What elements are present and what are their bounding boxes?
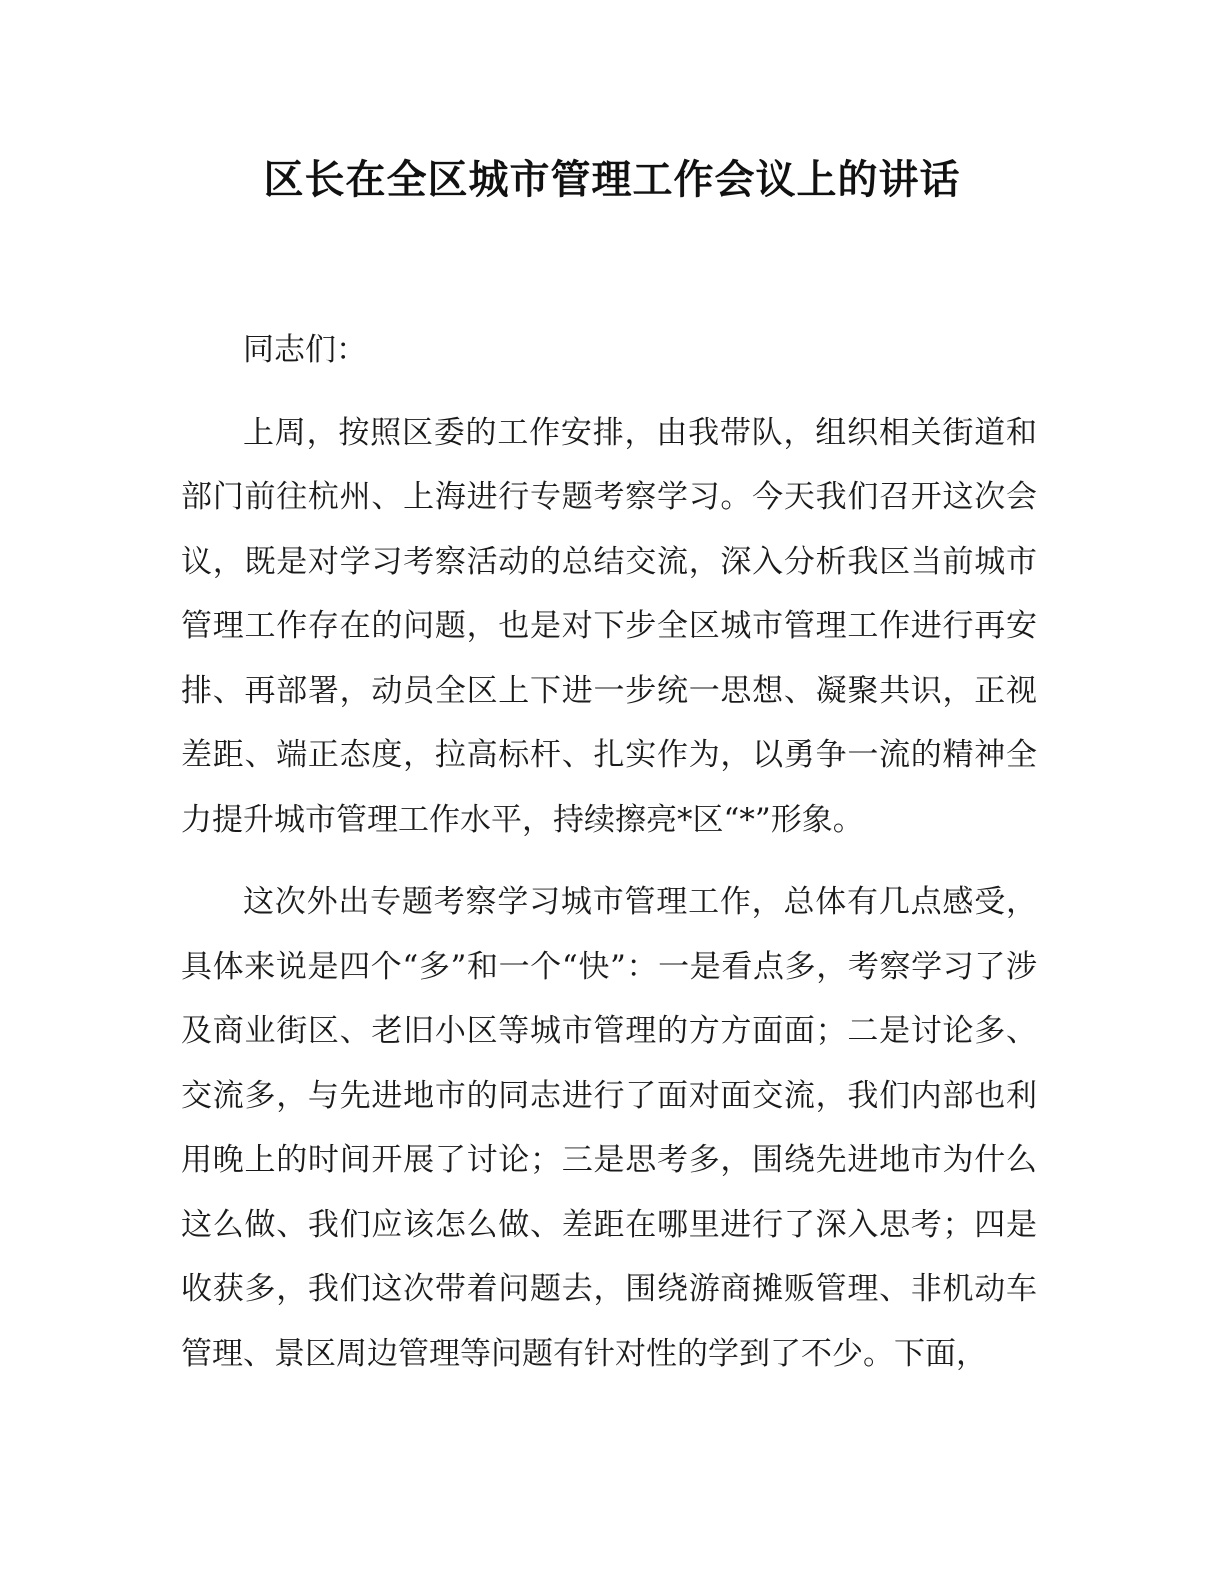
paragraph-1: 上周，按照区委的工作安排，由我带队，组织相关街道和部门前往杭州、上海进行专题考察学习。今天我们召开这次会议，既是对学习考察活动的总结交流，深入分析我区当前城市管理工作存在的问题，也是对下步全区城市管理工作进行再安排、再部署，动员全区上下进一步统一思想、凝聚共识，正视差距、端正态度，拉高标杆、扎实作为，以勇争一流的精神全力提升城市管理工作水平，持续擦亮*区“*”形象。 [181, 414, 1037, 838]
salutation: 同志们： [243, 332, 367, 368]
document-title: 区长在全区城市管理工作会议上的讲话 [263, 156, 961, 203]
document-body [181, 318, 1037, 1404]
paragraph-2: 这次外出专题考察学习城市管理工作，总体有几点感受，具体来说是四个“多”和一个“快”：一是看点多，考察学习了涉及商业街区、老旧小区等城市管理的方方面面；二是讨论多、交流多，与先进地市的同志进行了面对面交流，我们内部也利用晚上的时间开展了讨论；三是思考多，围绕先进地市为什么这么做、我们应该怎么做、差距在哪里进行了深入思考；四是收获多，我们这次带着问题去，围绕游商摊贩管理、非机动车管理、景区周边管理等问题有针对性的学到了不少。下面， [181, 884, 1037, 1372]
